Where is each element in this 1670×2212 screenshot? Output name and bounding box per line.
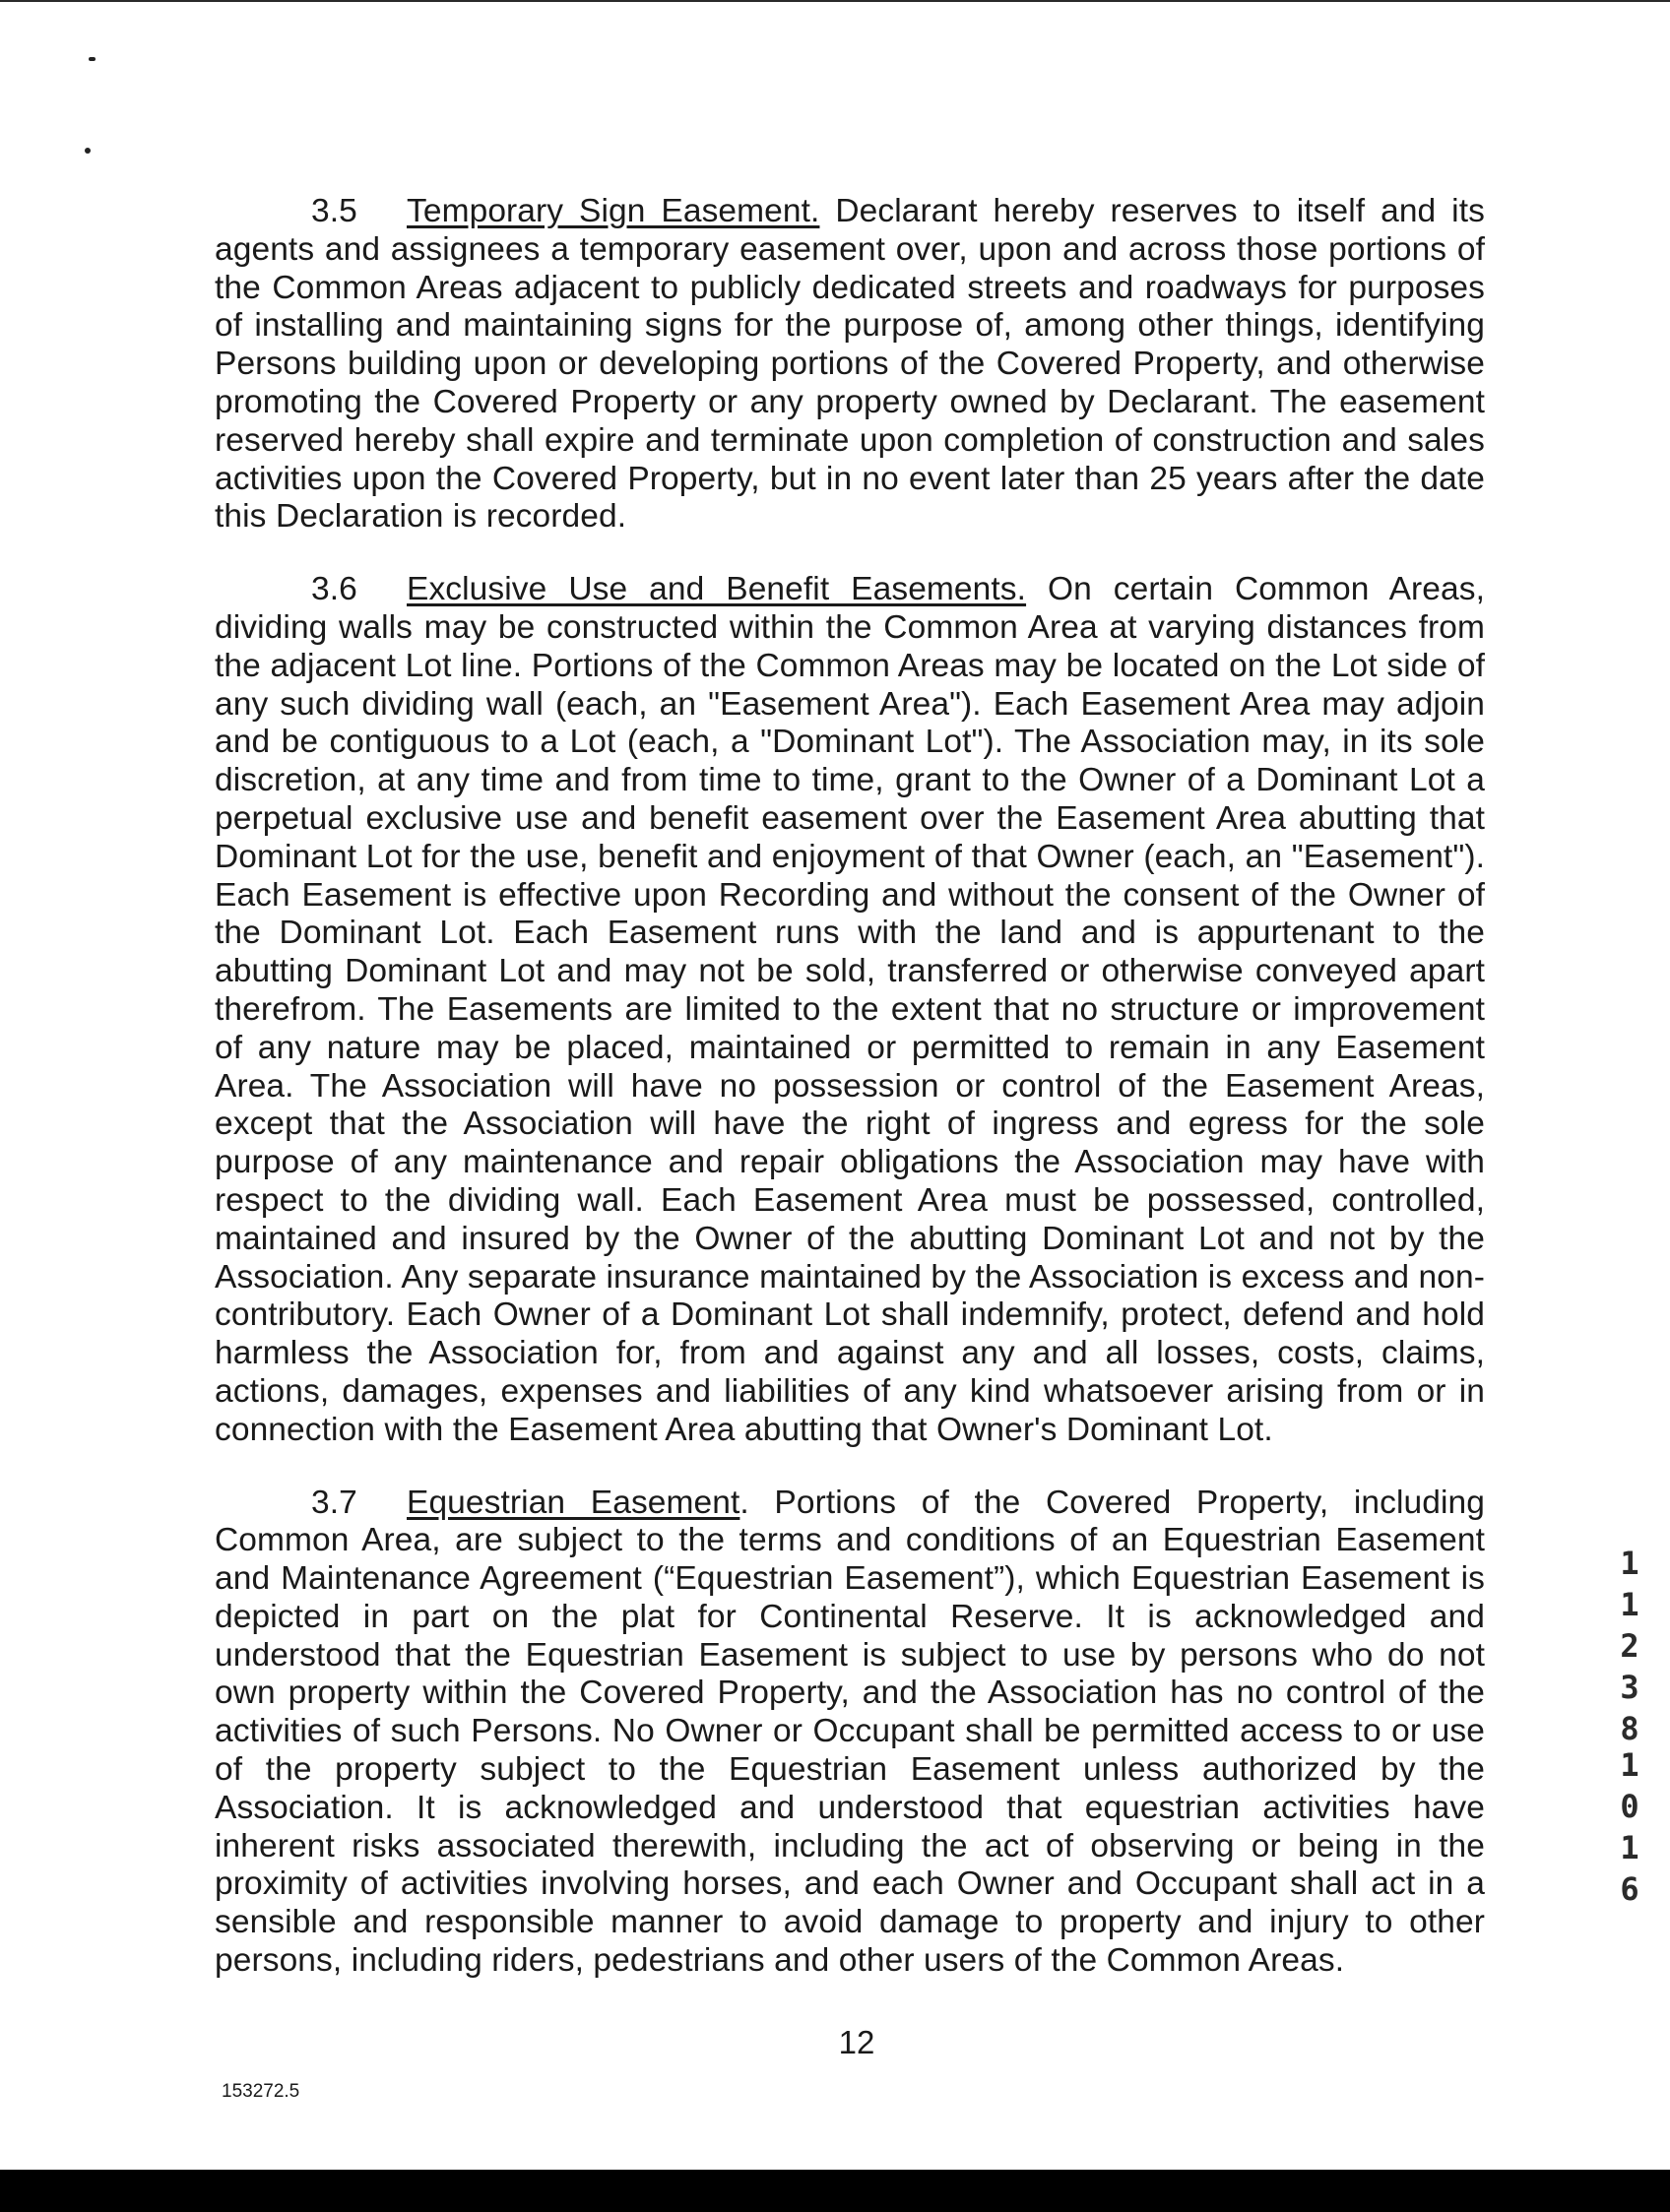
- scan-speck: [89, 57, 96, 61]
- document-body: [215, 193, 1485, 2015]
- section-title: Equestrian Easement: [407, 1484, 740, 1521]
- stamp-digit: 2: [1620, 1627, 1639, 1665]
- stamp-digit: 8: [1620, 1710, 1639, 1747]
- stamp-digit: 1: [1620, 1545, 1639, 1582]
- stamp-digit: 1: [1620, 1586, 1639, 1623]
- recording-stamp-upper: [1615, 1543, 1644, 1749]
- scan-edge-bottom: [0, 2170, 1670, 2212]
- section-3-7: [215, 1485, 1485, 1981]
- scan-speck: [85, 148, 91, 154]
- recording-stamp-lower: [1615, 1744, 1644, 1910]
- stamp-digit: 6: [1620, 1870, 1639, 1908]
- stamp-digit: 1: [1620, 1829, 1639, 1866]
- section-3-5: [215, 193, 1485, 537]
- section-body: On certain Common Areas, dividing walls may be constructed within the Common Area at varying distances from the adjacent Lot line. Portions of the Common Areas may be located on the Lot side of any such dividing wall (each, an "Easement Area"). Each Easement Area may adjoin and be contiguous to a Lot (each, a "Dominant Lot"). The Association may, in its sole discretion, at any time and from time to time, grant to the Owner of a Dominant Lot a perpetual exclusive use and benefit easement over the Easement Area abutting that Dominant Lot for the use, benefit and enjoyment of that Owner (each, an "Easement"). Each Easement is effective upon Recording and without the consent of the Owner of the Dominant Lot. Each Easement runs with the land and is appurtenant to the abutting Dominant Lot and may not be sold, transferred or otherwise conveyed apart therefrom. The Easements are limited to the extent that no structure or improvement of any nature may be placed, maintained or permitted to remain in any Easement Area. The Association will have no possession or control of the Easement Areas, except that the Association will have the right of ingress and egress for the sole purpose of any maintenance and repair obligations the Association may have with respect to the dividing wall. Each Easement Area must be possessed, controlled, maintained and insured by the Owner of the abutting Dominant Lot and not by the Association. Any separate insurance maintained by the Association is excess and non-contributory. Each Owner of a Dominant Lot shall indemnify, protect, defend and hold harmless the Association for, from and against any and all losses, costs, claims, actions, damages, expenses and liabilities of any kind whatsoever arising from or in connection with the Easement Area abutting that Owner's Dominant Lot.: [215, 571, 1485, 1448]
- document-id: 153272.5: [222, 2081, 300, 2102]
- section-body: . Portions of the Covered Property, including Common Area, are subject to the terms and conditions of an Equestrian Easement and Maintenance Agreement (“Equestrian Easement”), which Equestrian Easement is depicted in part on the plat for Continental Reserve. It is acknowledged and understood that the Equestrian Easement is subject to use by persons who do not own property within the Covered Property, and the Association has no control of the activities of such Persons. No Owner or Occupant shall be permitted access to or use of the property subject to the Equestrian Easement unless authorized by the Association. It is acknowledged and understood that equestrian activities have inherent risks associated therewith, including the act of observing or being in the proximity of activities involving horses, and each Owner and Occupant shall act in a sensible and responsible manner to avoid damage to property and injury to other persons, including riders, pedestrians and other users of the Common Areas.: [215, 1484, 1485, 1980]
- stamp-digit: 0: [1620, 1788, 1639, 1825]
- section-3-6: [215, 571, 1485, 1449]
- scan-edge-top: [0, 0, 1670, 2]
- section-number: 3.6: [311, 571, 357, 608]
- section-number: 3.7: [311, 1484, 357, 1521]
- stamp-digit: 1: [1620, 1746, 1639, 1784]
- section-title: Temporary Sign Easement.: [407, 193, 820, 229]
- section-number: 3.5: [311, 193, 357, 229]
- page-number: 12: [838, 2024, 875, 2060]
- section-title: Exclusive Use and Benefit Easements.: [407, 571, 1027, 608]
- section-body: Declarant hereby reserves to itself and its agents and assignees a temporary easement over, upon and across those portions of the Common Areas adjacent to publicly dedicated streets and roadways for purposes of installing and maintaining signs for the purpose of, among other things, identifying Persons building upon or developing portions of the Covered Property, and otherwise promoting the Covered Property or any property owned by Declarant. The easement reserved hereby shall expire and terminate upon completion of construction and sales activities upon the Covered Property, but in no event later than 25 years after the date this Declaration is recorded.: [215, 193, 1485, 536]
- stamp-digit: 3: [1620, 1669, 1639, 1706]
